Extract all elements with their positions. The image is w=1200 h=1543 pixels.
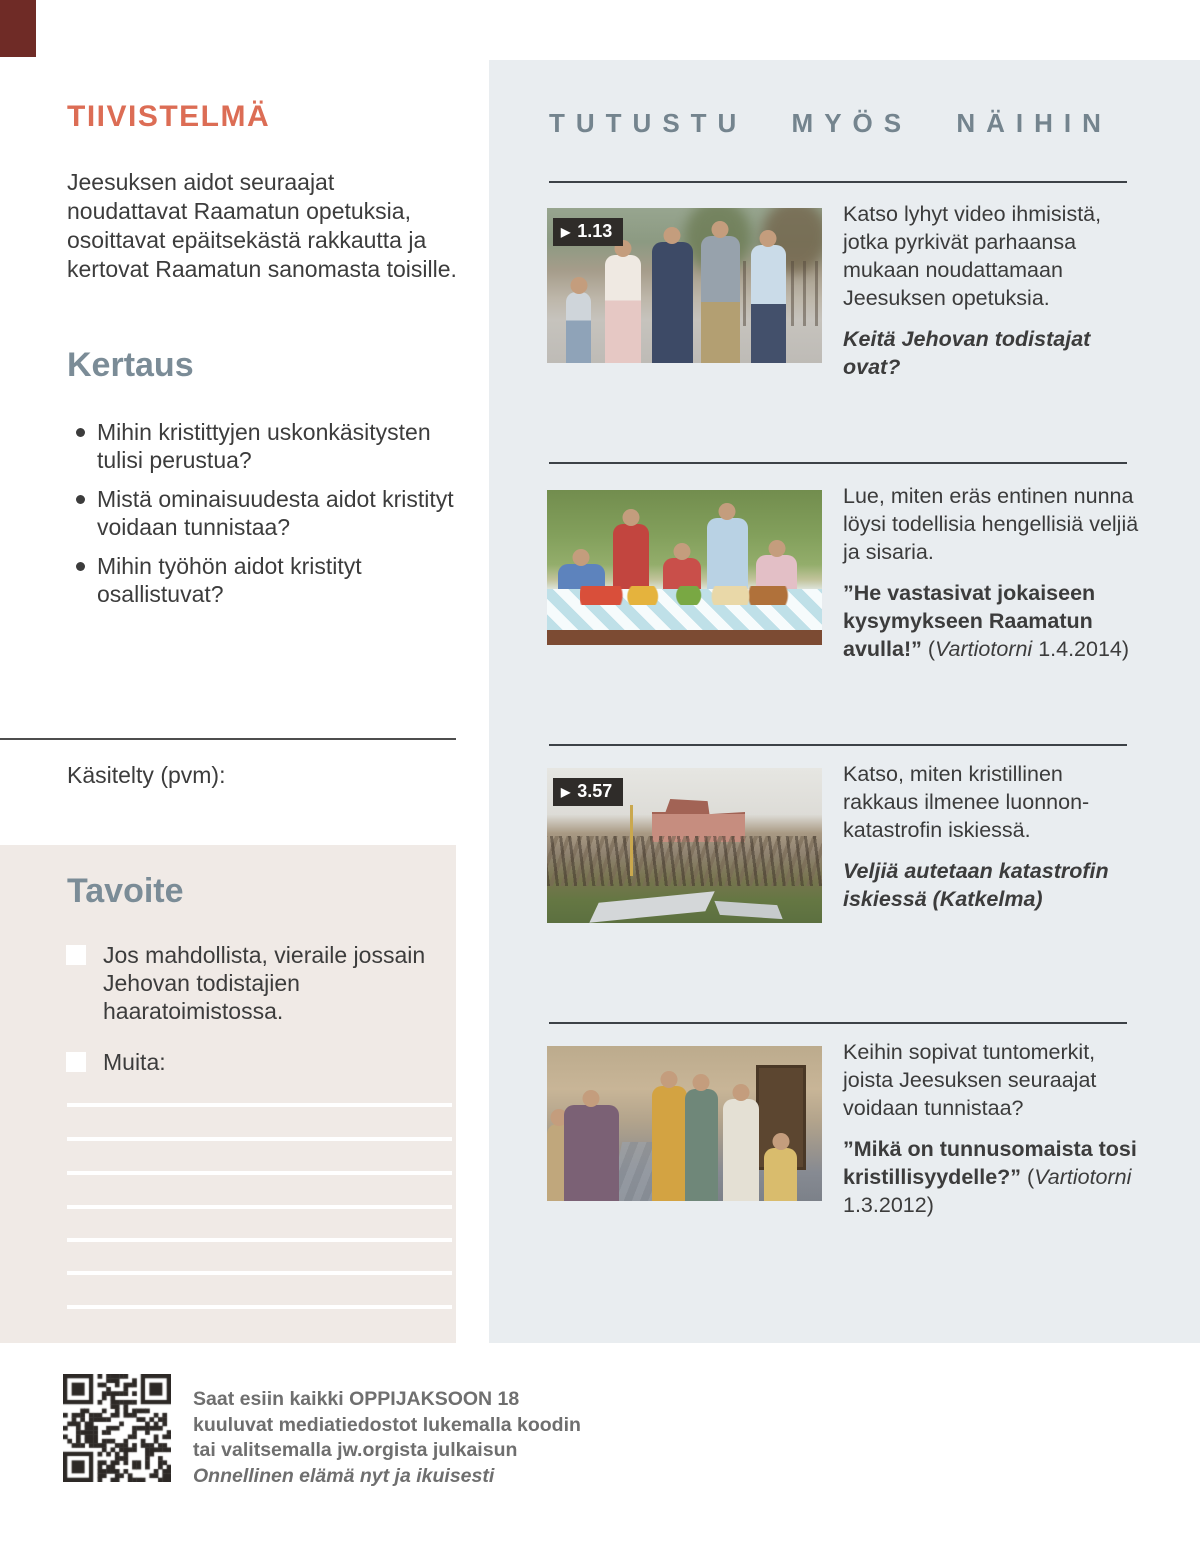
goal-heading: Tavoite — [67, 872, 184, 910]
media-title: Veljiä autetaan katastrofin iskiessä (Katkelma) — [843, 859, 1109, 911]
reference-publication: Vartiotorni — [1034, 1165, 1132, 1189]
goal-checkbox-2[interactable] — [66, 1052, 86, 1072]
divider — [549, 1022, 1127, 1024]
media-title: Keitä Jehovan todistajat ovat? — [843, 327, 1091, 379]
reference-publication: Vartiotorni — [935, 637, 1033, 661]
metal-sheet — [589, 891, 714, 923]
media-title: ”Mikä on tunnusomaista tosi kristillisyydelle?” — [843, 1137, 1137, 1189]
debris-field — [547, 836, 822, 886]
table-edge — [547, 630, 822, 646]
goal-item-label: Muita: — [103, 1049, 166, 1075]
media-reference[interactable] — [843, 857, 1143, 913]
media-reference[interactable] — [843, 325, 1143, 381]
media-description: Keihin sopivat tuntomerkit, joista Jeesuksen seuraajat voidaan tunnistaa? — [843, 1040, 1097, 1120]
writing-line — [67, 1103, 452, 1107]
media-item-text — [843, 1038, 1143, 1219]
play-icon: ▶ — [561, 784, 571, 799]
writing-line — [67, 1171, 452, 1175]
person-figure — [605, 255, 641, 364]
media-reference[interactable] — [843, 579, 1143, 663]
review-question-text: Mistä ominaisuudesta aidot kristityt voidaan tunnistaa? — [97, 486, 454, 540]
painting-thumbnail-early-christians[interactable] — [547, 1046, 822, 1201]
review-question — [67, 418, 469, 474]
footer-line: Saat esiin kaikki OPPIJAKSOON 18 — [193, 1388, 520, 1410]
goal-box — [0, 845, 456, 1343]
date-covered-label: Käsitelty (pvm): — [67, 762, 226, 788]
explore-heading: TUTUSTU MYÖS NÄIHIN — [549, 108, 1112, 138]
media-description: Lue, miten eräs entinen nunna löysi todellisia hengellisiä veljiä ja sisaria. — [843, 484, 1139, 564]
video-duration: 1.13 — [577, 221, 613, 241]
bullet-icon — [76, 562, 85, 571]
media-description: Katso lyhyt video ihmisistä, jotka pyrkivät parhaansa mukaan noudattamaan Jeesuksen opetuksia. — [843, 202, 1102, 310]
play-icon: ▶ — [561, 224, 571, 239]
media-description: Katso, miten kristillinen rakkaus ilmenee luonnonkatastrofin iskiessä. — [843, 762, 1090, 842]
goal-item-label: Jos mahdollista, vieraile jossain Jehovan todistajien haaratoimistossa. — [103, 942, 426, 1024]
photo-thumbnail-picnic[interactable] — [547, 490, 822, 645]
metal-sheet — [714, 901, 782, 919]
divider — [549, 462, 1127, 464]
person-figure — [723, 1099, 759, 1201]
person-figure — [652, 1086, 688, 1201]
video-thumbnail-disaster-relief[interactable] — [547, 768, 822, 923]
media-item-text — [843, 200, 1143, 381]
footer-line: tai valitsemalla jw.orgista julkaisun — [193, 1439, 518, 1461]
footer-text — [193, 1387, 583, 1489]
pole — [630, 805, 633, 876]
person-figure — [751, 245, 787, 363]
section-color-tab — [0, 0, 36, 57]
review-question-text: Mihin työhön aidot kristityt osallistuvat? — [97, 553, 362, 607]
food-dishes — [580, 586, 789, 605]
reference-date: 1.4.2014) — [1032, 637, 1130, 661]
divider — [0, 738, 456, 740]
qr-code[interactable] — [63, 1374, 171, 1482]
writing-line — [67, 1305, 452, 1309]
review-heading: Kertaus — [67, 346, 194, 384]
video-duration: 3.57 — [577, 781, 613, 801]
reference-date: 1.3.2012) — [843, 1193, 934, 1217]
bullet-icon — [76, 428, 85, 437]
bullet-icon — [76, 495, 85, 504]
media-item-text — [843, 482, 1143, 663]
media-item-text — [843, 760, 1143, 913]
review-question — [67, 552, 469, 608]
video-duration-badge — [553, 218, 623, 246]
person-figure — [652, 242, 693, 363]
reference-source: ( — [921, 637, 936, 661]
review-question — [67, 485, 469, 541]
person-figure — [764, 1148, 797, 1201]
media-reference[interactable] — [843, 1135, 1143, 1219]
writing-line — [67, 1271, 452, 1275]
lesson-number: OPPIJAKSOON 18 — [349, 1388, 520, 1410]
goal-checkbox-1[interactable] — [66, 945, 86, 965]
writing-line — [67, 1137, 452, 1141]
review-question-list — [67, 418, 469, 619]
divider — [549, 181, 1127, 183]
summary-title: TIIVISTELMÄ — [67, 100, 271, 133]
publication-title: Onnellinen elämä nyt ja ikuisesti — [193, 1464, 495, 1487]
review-question-text: Mihin kristittyjen uskonkäsitysten tulisi perustua? — [97, 419, 431, 473]
reference-source: ( — [1021, 1165, 1035, 1189]
video-duration-badge — [553, 778, 623, 806]
footer-line: kuuluvat mediatiedostot lukemalla koodin — [193, 1413, 581, 1436]
divider — [549, 744, 1127, 746]
person-figure — [566, 292, 591, 363]
media-title: ”He vastasivat jokaiseen kysymykseen Raamatun avulla!” — [843, 581, 1096, 661]
person-figure — [685, 1089, 718, 1201]
writing-line — [67, 1238, 452, 1242]
writing-line — [67, 1205, 452, 1209]
person-figure — [701, 236, 740, 363]
summary-body: Jeesuksen aidot seuraajat noudattavat Raamatun opetuksia, osoittavat epäitsekästä rakkautta ja kertovat Raamatun sanomasta toisille. — [67, 169, 457, 282]
video-thumbnail-street-witnessing[interactable] — [547, 208, 822, 363]
person-figure — [564, 1105, 619, 1201]
